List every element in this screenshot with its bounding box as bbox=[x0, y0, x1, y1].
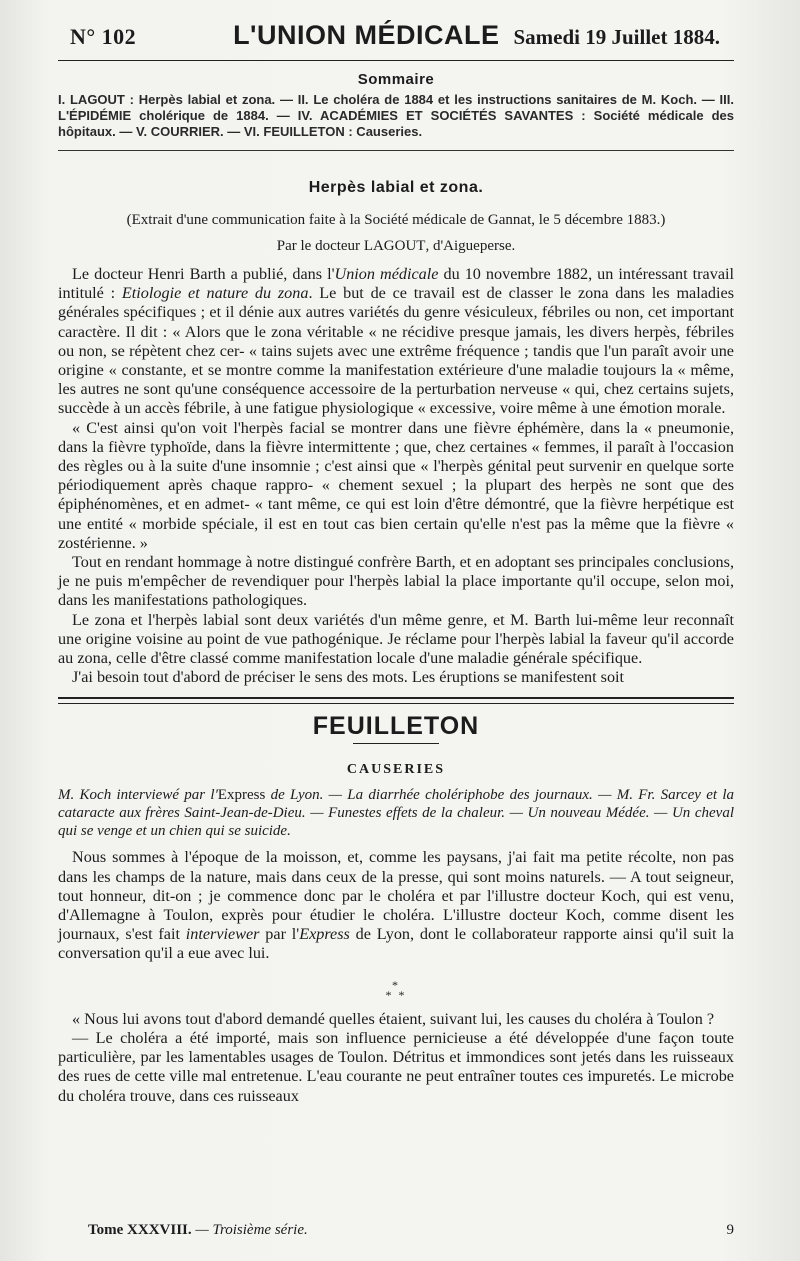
section-asterism bbox=[58, 977, 734, 1002]
footer-tome bbox=[88, 1222, 308, 1239]
italic-word: interviewer bbox=[185, 925, 260, 944]
text-run: M. Koch interviewé par l' bbox=[58, 787, 218, 804]
tome-number: Tome XXXVIII. bbox=[88, 1222, 192, 1238]
article-byline bbox=[58, 237, 734, 255]
article-paragraph-1 bbox=[58, 265, 734, 419]
masthead-rule bbox=[58, 60, 734, 61]
byline-author: LAGOUT bbox=[363, 238, 426, 254]
journal-name: Union médicale bbox=[334, 265, 439, 283]
issue-number: N° 102 bbox=[70, 24, 137, 49]
text-run: Le docteur Henri Barth a publié, dans l' bbox=[72, 265, 335, 283]
text-run: de Lyon. — La diarrhée cholériphobe des journaux. — M. Fr. Sarcey et la cataracte aux frères Saint-Jean-de-Dieu. — Funestes effets de la chaleur. — Un nouveau Médée. — Un cheval qui se venge et un chien qui se suicide. bbox=[58, 787, 734, 840]
asterism-bottom: * * bbox=[385, 987, 407, 1002]
masthead-right bbox=[233, 20, 720, 51]
sommaire-rule bbox=[58, 150, 734, 151]
article-paragraph-2: « C'est ainsi qu'on voit l'herpès facial se montrer dans une fièvre éphémère, dans la « pneumonie, dans la fièvre typhoïde, dans la fièvre intermittente ; que, chez certaines « femmes, il paraît à l'occasion des règles ou à la suite d'une insomnie ; c'est ainsi que « l'herpès génital peut survenir en quelque sorte périodiquement après chaque rappro- « chement sexuel ; la plupart des herpès ne sont que des épiphénomènes, et en admet- « tant même, ce qui est loin d'être démontré, que la fièvre herpétique est une entité « morbide spéciale, il est en tout cas bien certain qu'elle n'est pas la même que la fièvre « zostérienne. » bbox=[58, 418, 734, 552]
sommaire-text: I. LAGOUT : Herpès labial et zona. — II. Le choléra de 1884 et les instructions sanitaires de M. Koch. — III. L'ÉPIDÉMIE cholérique de 1884. — IV. ACADÉMIES ET SOCIÉTÉS SAVANTES : Société médicale des hôpitaux. — V. COURRIER. — VI. FEUILLETON : Causeries. bbox=[58, 92, 734, 139]
feuilleton-paragraph-1 bbox=[58, 848, 734, 963]
feuilleton-paragraph-3: — Le choléra a été importé, mais son influence pernicieuse a été développée d'une façon toute particulière, par les lamentables usages de Toulon. Détritus et immondices sont jetés dans les ruisseaux des rues de cette ville mal entretenue. L'eau courante ne peut entraîner toutes ces impuretés. Le microbe du choléra trouve, dans ces ruisseaux bbox=[58, 1028, 734, 1105]
feuilleton-subtitle: CAUSERIES bbox=[346, 762, 446, 778]
sommaire-title: Sommaire bbox=[357, 71, 435, 88]
article-paragraph-3: Tout en rendant hommage à notre distingué confrère Barth, et en adoptant ses principales conclusions, je ne puis m'empêcher de revendiquer pour l'herpès labial la place importante qu'il occupe, selon moi, dans les manifestations pathologiques. bbox=[58, 553, 734, 610]
text-run: par l' bbox=[259, 925, 300, 944]
asterism-top: * bbox=[392, 977, 400, 992]
issue-date: Samedi 19 Juillet 1884. bbox=[513, 25, 720, 49]
feuilleton-summary bbox=[58, 786, 734, 840]
work-title: Etiologie et nature du zona bbox=[121, 284, 309, 303]
text-run: du 10 novembre 1882, un intéressant travail intitulé : bbox=[58, 265, 734, 303]
article-paragraph-5: J'ai besoin tout d'abord de préciser le sens des mots. Les éruptions se manifestent soit bbox=[72, 668, 625, 687]
text-run: . Le but de ce travail est de classer le zona dans les maladies générales spécifiques ; et il dénie aux autres variétés du genre vésiculeux, fébriles ou non, cet important caractère. Il dit : « Alors que le zona véritable « ne récidive presque jamais, les divers herpès, fébriles ou non, se répètent chez cer- « tains sujets avec une extrême fréquence ; tandis que l'un paraît avoir une origine « constante, et se montre comme la manifestation extérieure d'une maladie toujours la « même, les autres ne sont qu'une conséquence accessoire de la perturbation nerveuse « qui, chez certains sujets, succède à un accès fébrile, à une fatigue physiologique « excessive, voire même à une émotion morale. bbox=[58, 284, 734, 418]
series-label: — Troisième série. bbox=[195, 1222, 308, 1238]
text-run: Nous sommes à l'époque de la moisson, et, comme les paysans, j'ai fait ma petite récolte, non pas dans les champs de la nature, mais dans ceux de la presse, qui sont moins naturels. — A tout seigneur, tout honneur, dit-on ; je commence donc par le choléra et par l'illustre docteur Koch, qui est venu, d'Allemagne à Toulon, exprès pour étudier le choléra. L'illustre docteur Koch, comme disent les journaux, s'est fait bbox=[58, 848, 734, 944]
newspaper-name: Express bbox=[217, 787, 266, 804]
article-extract: (Extrait d'une communication faite à la Société médicale de Gannat, le 5 décembre 1883.) bbox=[126, 212, 666, 228]
newspaper-name: Express bbox=[299, 925, 350, 944]
page-number: 9 bbox=[726, 1222, 734, 1238]
journal-title: L'UNION MÉDICALE bbox=[233, 20, 500, 50]
feuilleton-title-rule bbox=[353, 743, 439, 744]
feuilleton-paragraph-2: « Nous lui avons tout d'abord demandé quelles étaient, suivant lui, les causes du choléra à Toulon ? bbox=[72, 1009, 715, 1028]
masthead bbox=[58, 20, 734, 54]
article-paragraph-4: Le zona et l'herpès labial sont deux variétés d'un même genre, et M. Barth lui-même leur reconnaît une origine voisine au point de vue pathogénique. Je réclame pour l'herpès labial la faveur qu'il accorde au zona, celle d'être classé comme manifestation locale d'une maladie générale spécifique. bbox=[58, 610, 734, 668]
feuilleton-title: FEUILLETON bbox=[312, 712, 480, 741]
byline-prefix: Par le docteur bbox=[276, 238, 364, 254]
page-footer bbox=[58, 1222, 734, 1239]
article-title: Herpès labial et zona. bbox=[308, 179, 484, 196]
byline-suffix: , d'Aigueperse. bbox=[425, 238, 516, 254]
text-run: de Lyon, dont le collaborateur rapporte ainsi qu'il suit la conversation qu'il a eue avec lui. bbox=[58, 925, 734, 963]
feuilleton-separator bbox=[58, 697, 734, 704]
